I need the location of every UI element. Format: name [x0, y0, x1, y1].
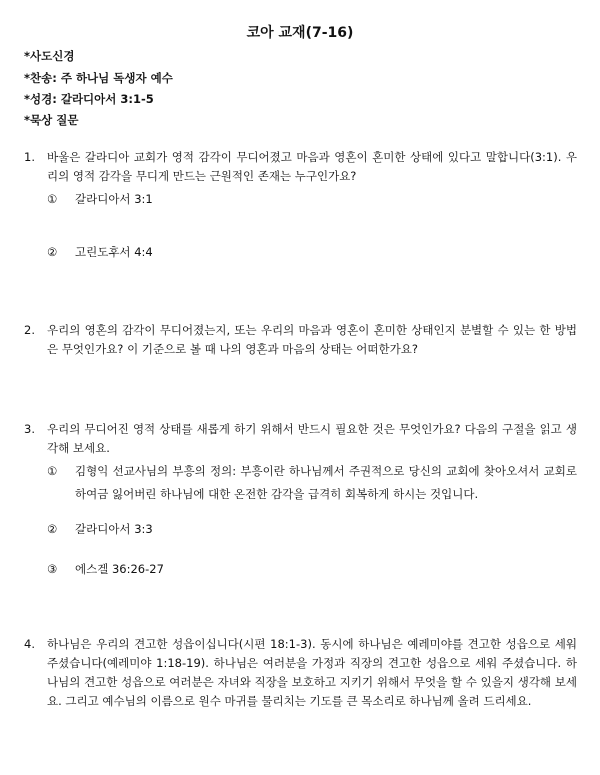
question-3-item-2-text: 갈라디아서 3:3	[75, 522, 153, 536]
header-scripture: *성경: 갈라디아서 3:1-5	[24, 92, 154, 106]
question-2-text: 우리의 영혼의 감각이 무디어졌는지, 또는 우리의 마음과 영혼이 혼미한 상태인지 분별할 수 있는 한 방법은 무엇인가요? 이 기준으로 볼 때 나의 영혼과 마음의 상태는 어떠한가요?	[47, 323, 577, 356]
question-3-item-1-marker: ①	[47, 464, 58, 478]
header-creed: *사도신경	[24, 49, 75, 63]
question-4-text: 하나님은 우리의 견고한 성읍이십니다(시편 18:1-3). 동시에 하나님은 예레미야를 견고한 성읍으로 세워 주셨습니다(예레미야 1:18-19). 하나님은 여러분을 가정과 직장의 견고한 성읍으로 세워 주셨습니다. 하나님의 견고한 성읍으로 여러분은 자녀와 직장을 보호하고 지키기 위해서 무엇을 할 수 있을지 생각해 보세요. 그리고 예수님의 이름으로 원수 마귀를 물리치는 기도를 큰 목소리로 하나님께 올려 드리세요.	[47, 637, 578, 708]
question-4-number: 4.	[24, 637, 35, 651]
document-title: 코아 교재(7-16)	[246, 25, 354, 41]
question-1-item-1-text: 갈라디아서 3:1	[75, 192, 153, 206]
question-3-item-1-text: 김형익 선교사님의 부흥의 정의: 부흥이란 하나님께서 주권적으로 당신의 교회에 찾아오셔서 교회로 하여금 잃어버린 하나님에 대한 온전한 감각을 급격히 회복하게 하시는 것입니다.	[75, 464, 577, 501]
question-1-text: 바울은 갈라디아 교회가 영적 감각이 무디어졌고 마음과 영혼이 혼미한 상태에 있다고 말합니다(3:1). 우리의 영적 감각을 무디게 만드는 근원적인 존재는 누구인가요?	[47, 150, 577, 183]
question-3-item-2-marker: ②	[47, 522, 58, 536]
question-3-item-3-text: 에스겔 36:26-27	[75, 562, 164, 576]
question-3-number: 3.	[24, 422, 35, 436]
header-hymn: *찬송: 주 하나님 독생자 예수	[24, 71, 173, 85]
question-3-text: 우리의 무디어진 영적 상태를 새롭게 하기 위해서 반드시 필요한 것은 무엇인가요? 다음의 구절을 읽고 생각해 보세요.	[47, 422, 577, 455]
question-1-item-1-marker: ①	[47, 192, 58, 206]
question-2-number: 2.	[24, 323, 35, 337]
question-1-number: 1.	[24, 150, 35, 164]
question-1-item-2-text: 고린도후서 4:4	[75, 245, 153, 259]
header-meditation: *묵상 질문	[24, 113, 79, 127]
question-1-item-2-marker: ②	[47, 245, 58, 259]
question-3-item-3-marker: ③	[47, 562, 58, 576]
